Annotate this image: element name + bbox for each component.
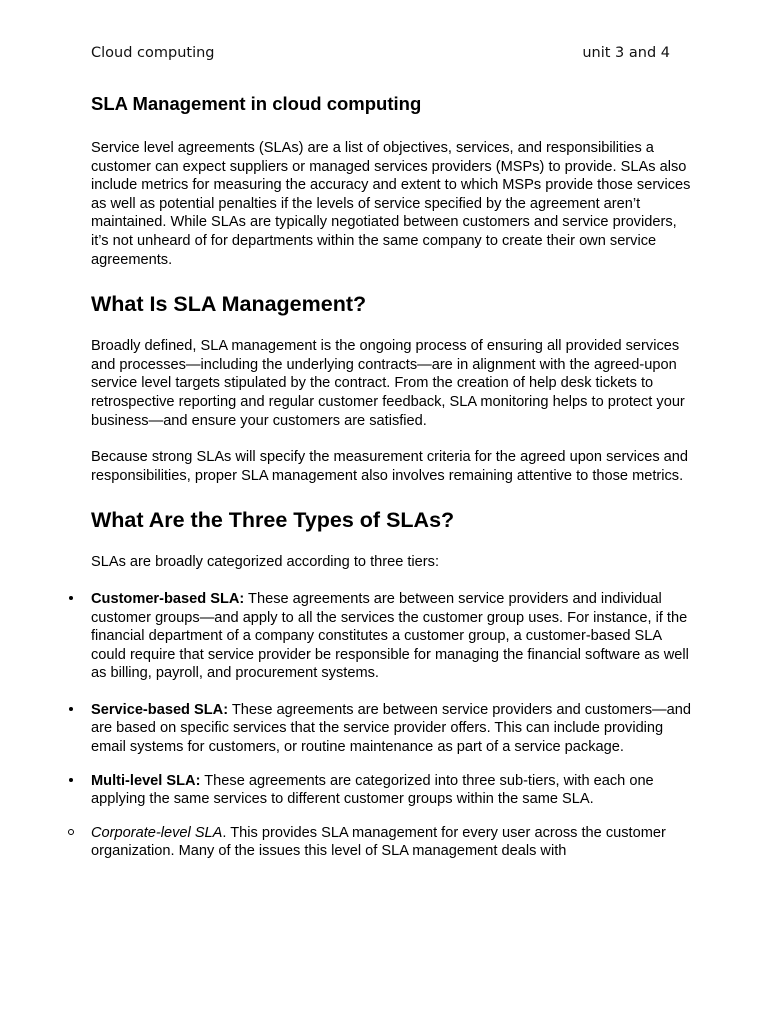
intro-paragraph: Service level agreements (SLAs) are a list of objectives, services, and responsibilities a customer can expect suppliers or managed services providers (MSPs) to provide. SLAs also include metrics for measuring the accuracy and extent to which MSPs provide those services as well as potential penalties if the levels of service specified by the agreement aren’t maintained. While SLAs are typically negotiated between customers and service providers, it’s not unheard of for departments within the same company to create their own service agreements. <box>91 140 691 268</box>
sla-types-list <box>91 590 691 861</box>
bullet-disc-icon <box>66 701 76 720</box>
section-heading-three-types: What Are the Three Types of SLAs? <box>91 508 455 533</box>
document-body <box>91 91 691 861</box>
header-left-text: Cloud computing <box>91 45 215 61</box>
sub-item-text: . This provides SLA management for every user across the customer organization. Many of the issues this level of SLA management deals with <box>91 824 666 860</box>
section-heading-what-is-sla-management: What Is SLA Management? <box>91 292 367 317</box>
list-item-text: These agreements are between service providers and customers—and are based on specific services that the service provider offers. This can include providing email systems for customers, or routine maintenance as part of a service package. <box>91 701 691 756</box>
list-item-multi-level <box>91 772 691 809</box>
list-item-term: Customer-based SLA: <box>91 590 245 607</box>
bullet-circle-icon <box>66 824 76 843</box>
header-right-text: unit 3 and 4 <box>582 45 670 61</box>
list-item-corporate-level <box>91 824 691 861</box>
list-item-text: These agreements are categorized into three sub-tiers, with each one applying the same services to different customer groups within the same SLA. <box>91 772 654 808</box>
paragraph-definition: Broadly defined, SLA management is the ongoing process of ensuring all provided services and processes—including the underlying contracts—are in alignment with the agreed-upon service level targets stipulated by the contract. From the creation of help desk tickets to retrospective reporting and regular customer feedback, SLA monitoring helps to protect your business—and ensure your customers are satisfied. <box>91 338 685 429</box>
list-item-service-based <box>91 701 691 757</box>
bullet-disc-icon <box>66 590 76 609</box>
list-item-term: Multi-level SLA: <box>91 772 201 789</box>
document-title: SLA Management in cloud computing <box>91 93 422 114</box>
list-item-term: Service-based SLA: <box>91 701 229 718</box>
page-header <box>91 45 670 69</box>
sub-item-term: Corporate-level SLA <box>91 824 223 841</box>
paragraph-tiers-intro: SLAs are broadly categorized according to three tiers: <box>91 554 440 571</box>
list-item-text: These agreements are between service providers and individual customer groups—and apply to all the services the customer group uses. For instance, if the financial department of a company constitutes a customer group, a customer-based SLA could require that service provider be responsible for managing the financial software as well as billing, payroll, and procurement systems. <box>91 590 689 682</box>
list-item-customer-based <box>91 590 691 683</box>
paragraph-measurement: Because strong SLAs will specify the measurement criteria for the agreed upon services and responsibilities, proper SLA management also involves remaining attentive to those metrics. <box>91 449 689 484</box>
bullet-disc-icon <box>66 772 76 791</box>
